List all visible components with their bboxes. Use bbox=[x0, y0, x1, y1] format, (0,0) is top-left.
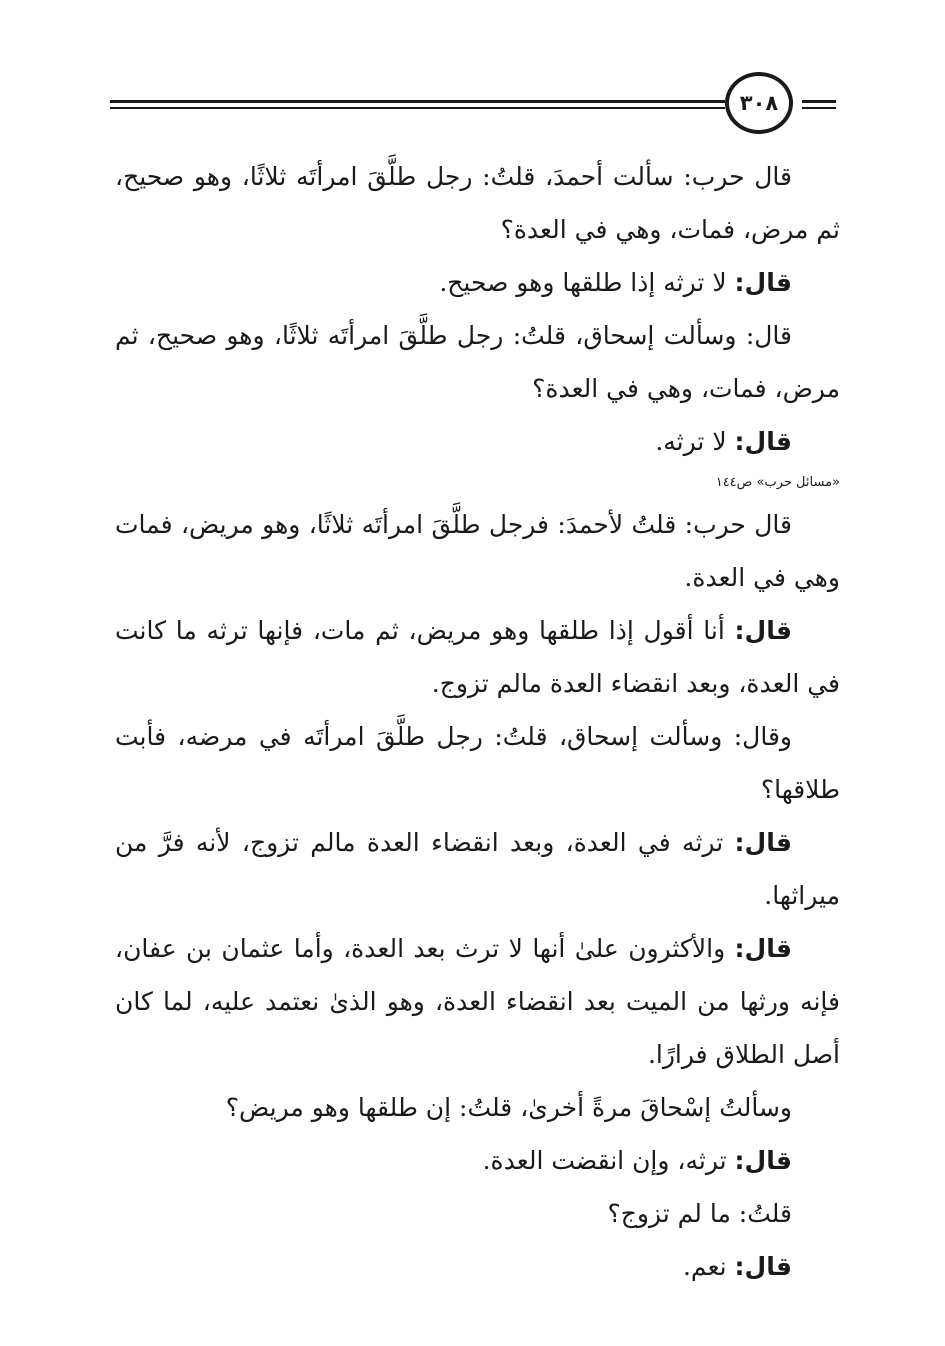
answer-keyword: قال: bbox=[734, 828, 792, 857]
answer-paragraph bbox=[115, 604, 840, 710]
question-paragraph: وسألتُ إسْحاقَ مرةً أخرىٰ، قلتُ: إن طلقها وهو مريض؟ bbox=[225, 1093, 792, 1122]
page-header bbox=[110, 72, 840, 142]
answer-paragraph bbox=[115, 816, 840, 922]
question-paragraph: قلتُ: ما لم تزوج؟ bbox=[607, 1199, 792, 1228]
answer-text: والأكثرون علىٰ أنها لا ترث بعد العدة، وأما عثمان بن عفان، فإنه ورثها من الميت بعد انقضاء العدة، وهو الذىٰ نعتمد عليه، لما كان أصل الطلاق فرارًا. bbox=[115, 934, 840, 1069]
answer-paragraph bbox=[115, 1240, 840, 1293]
answer-paragraph bbox=[115, 256, 840, 309]
answer-text: لا ترثه إذا طلقها وهو صحيح. bbox=[439, 268, 727, 297]
answer-paragraph bbox=[115, 922, 840, 1081]
answer-text: لا ترثه. bbox=[655, 427, 727, 456]
answer-keyword: قال: bbox=[734, 934, 792, 963]
header-rule bbox=[110, 100, 725, 109]
answer-text: ترثه في العدة، وبعد انقضاء العدة مالم تزوج، لأنه فرَّ من ميراثها. bbox=[115, 828, 840, 910]
answer-text: أنا أقول إذا طلقها وهو مريض، ثم مات، فإنها ترثه ما كانت في العدة، وبعد انقضاء العدة مالم تزوج. bbox=[115, 616, 840, 698]
answer-keyword: قال: bbox=[734, 616, 792, 645]
answer-keyword: قال: bbox=[734, 1146, 792, 1175]
answer-text: نعم. bbox=[682, 1252, 727, 1281]
paragraph: قال حرب: قلتُ لأحمدَ: فرجل طلَّقَ امرأتَه ثلاثًا، وهو مريض، فمات وهي في العدة. bbox=[115, 510, 840, 592]
answer-paragraph bbox=[115, 1134, 840, 1187]
header-rule-end bbox=[802, 100, 836, 109]
answer-paragraph bbox=[115, 415, 840, 468]
paragraph: قال: وسألت إسحاق، قلتُ: رجل طلَّقَ امرأتَه ثلاثًا، وهو صحيح، ثم مرض، فمات، وهي في العدة؟ bbox=[115, 321, 840, 403]
answer-keyword: قال: bbox=[734, 1252, 792, 1281]
paragraph: وقال: وسألت إسحاق، قلتُ: رجل طلَّقَ امرأتَه في مرضه، فأبت طلاقها؟ bbox=[115, 722, 840, 804]
answer-text: ترثه، وإن انقضت العدة. bbox=[482, 1146, 727, 1175]
answer-keyword: قال: bbox=[734, 268, 792, 297]
page-number: ٣٠٨ bbox=[739, 91, 779, 115]
answer-keyword: قال: bbox=[734, 427, 792, 456]
paragraph: قال حرب: سألت أحمدَ، قلتُ: رجل طلَّقَ امرأتَه ثلاثًا، وهو صحيح، ثم مرض، فمات، وهي في العدة؟ bbox=[115, 162, 840, 244]
source-reference: «مسائل حرب» ص١٤٤ bbox=[715, 475, 840, 490]
page-number-badge bbox=[725, 72, 793, 134]
page-body bbox=[115, 150, 840, 1293]
